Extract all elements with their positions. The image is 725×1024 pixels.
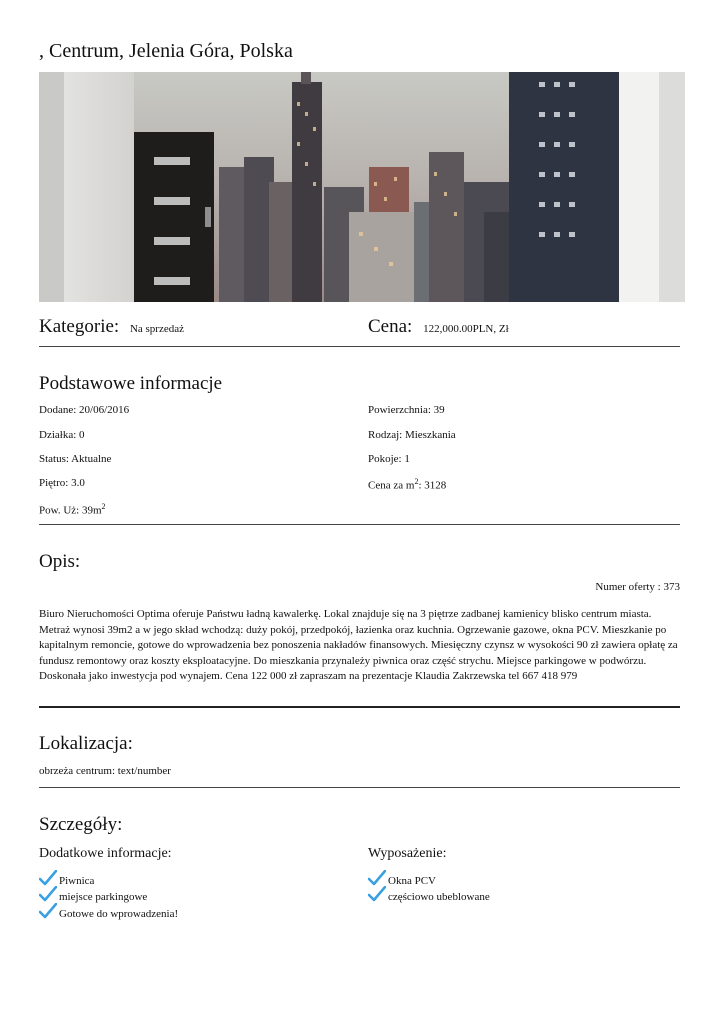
basic-info-heading: Podstawowe informacje bbox=[39, 373, 223, 394]
basic-field-status: Status: Aktualne bbox=[39, 453, 112, 465]
equipment-heading: Wyposażenie: bbox=[368, 846, 447, 861]
divider bbox=[39, 787, 680, 788]
extra-info-item: miejsce parkingowe bbox=[59, 891, 148, 903]
price-value: 122,000.00PLN, Zł bbox=[423, 323, 509, 335]
divider bbox=[39, 706, 680, 708]
extra-info-heading: Dodatkowe informacje: bbox=[39, 846, 172, 861]
basic-field-area: Powierzchnia: 39 bbox=[368, 404, 445, 416]
price-label: Cena: bbox=[368, 316, 413, 337]
description-heading: Opis: bbox=[39, 551, 81, 572]
price-m2-value: : 3128 bbox=[418, 479, 447, 492]
check-icon bbox=[39, 886, 57, 902]
basic-field-price-m2 bbox=[368, 477, 446, 492]
extra-info-item: Gotowe do wprowadzenia! bbox=[59, 908, 179, 920]
divider bbox=[39, 524, 680, 525]
summary-row bbox=[39, 316, 680, 347]
usable-area-sup: 2 bbox=[101, 502, 106, 511]
category-label: Kategorie: bbox=[39, 316, 120, 337]
check-icon bbox=[368, 886, 386, 902]
offer-number: Numer oferty : 373 bbox=[595, 581, 680, 593]
equipment-item: częściowo ubeblowane bbox=[388, 891, 490, 903]
category-value: Na sprzedaż bbox=[129, 323, 184, 335]
basic-field-rooms: Pokoje: 1 bbox=[368, 453, 410, 465]
usable-area-label: Pow. Uż: 39m bbox=[39, 504, 102, 517]
location-heading: Lokalizacja: bbox=[39, 733, 133, 754]
basic-field-floor: Piętro: 3.0 bbox=[39, 477, 85, 489]
price-m2-label: Cena za m bbox=[368, 479, 415, 492]
page-title: , Centrum, Jelenia Góra, Polska bbox=[39, 40, 293, 62]
basic-field-plot: Działka: 0 bbox=[39, 429, 85, 441]
location-text: obrzeża centrum: text/number bbox=[39, 765, 171, 777]
equipment-item: Okna PCV bbox=[388, 875, 436, 887]
details-heading: Szczegóły: bbox=[39, 814, 123, 835]
description-text: Biuro Nieruchomości Optima oferuje Państwu ładną kawalerkę. Lokal znajduje się na 3 piętrze zadbanej kamienicy blisko centrum miasta. Metraż wynosi 39m2 a w jego skład wchodzą: duży pokój, przedpokój, łazienka oraz kuchnia. Ogrzewanie gazowe, okna PCV. Mieszkanie po kapitalnym remoncie, gotowe do wprowadzenia bez ponoszenia nakładów finansowych. Miesięczny czynsz w wysokości 90 zł zawiera opłatę za fundusz remontowy oraz koszty eksploatacyjne. Do mieszkania przynależy piwnica oraz część strychu. Miejsce parkingowe w podwórzu. Doskonała jako inwestycja pod wynajem. Cena 122 000 zł zapraszam na prezentacje Klaudia Zakrzewska tel 667 418 979 bbox=[39, 608, 678, 682]
price-m2-sup: 2 bbox=[414, 477, 419, 486]
check-icon bbox=[368, 870, 386, 886]
extra-info-item: Piwnica bbox=[59, 875, 95, 887]
basic-field-added: Dodane: 20/06/2016 bbox=[39, 404, 130, 416]
category bbox=[39, 316, 184, 338]
basic-field-usable-area bbox=[39, 502, 106, 517]
property-photo bbox=[39, 72, 685, 302]
basic-field-type: Rodzaj: Mieszkania bbox=[368, 429, 456, 441]
check-icon bbox=[39, 870, 57, 886]
check-icon bbox=[39, 903, 57, 919]
price bbox=[368, 316, 509, 338]
